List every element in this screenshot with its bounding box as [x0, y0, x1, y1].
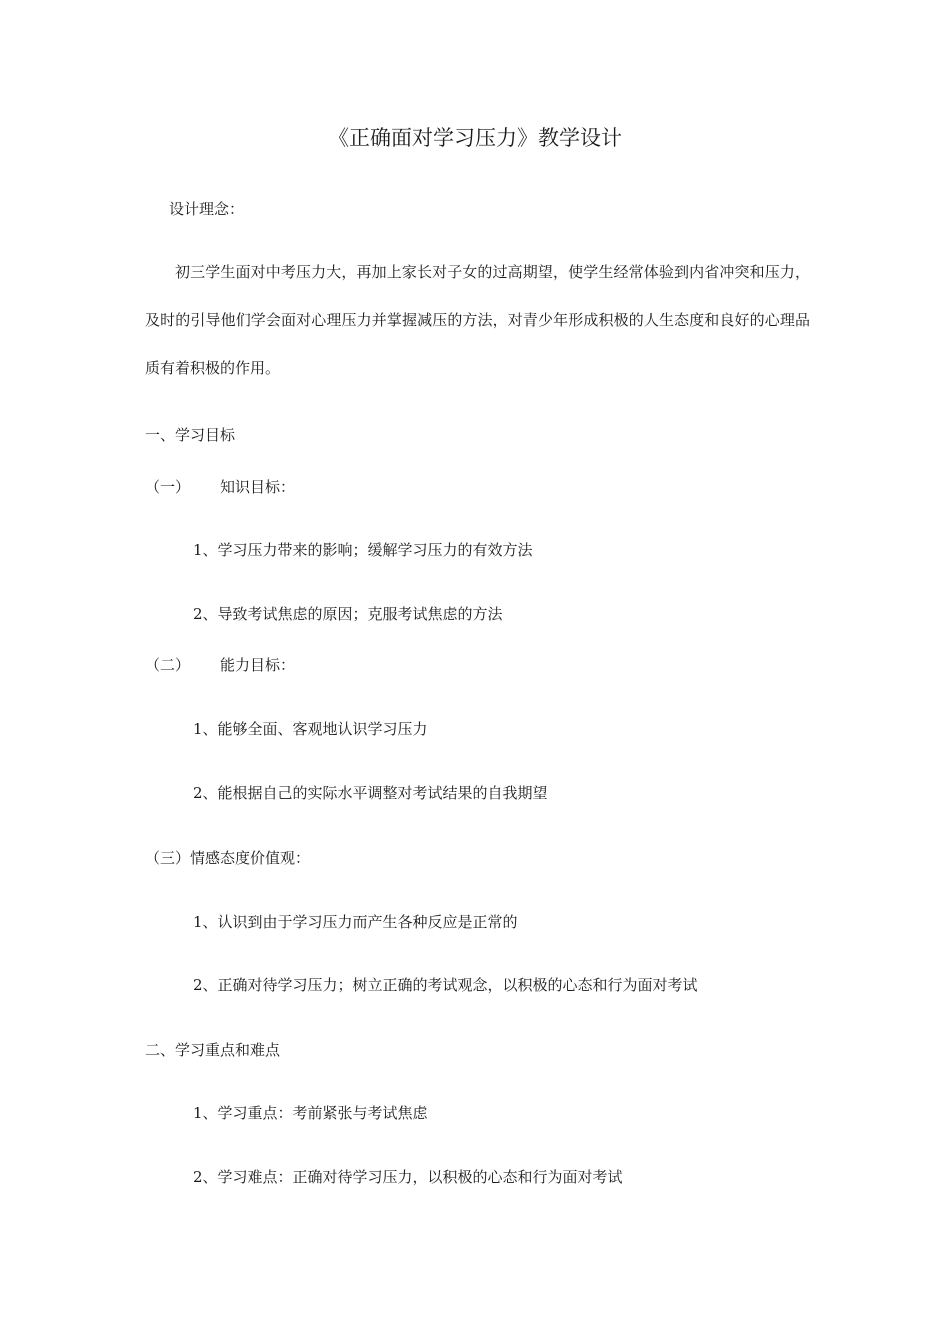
- ability-goal-label: 能力目标：: [220, 656, 296, 674]
- document-title: 《正确面对学习压力》教学设计: [328, 126, 622, 150]
- section2-heading: 二、学习重点和难点: [145, 1041, 281, 1059]
- emotion-goal-heading: （三）情感态度价值观：: [145, 849, 311, 867]
- concept-heading: 设计理念：: [169, 200, 245, 218]
- knowledge-goal-item-1: 1、学习压力带来的影响；缓解学习压力的有效方法: [193, 541, 533, 559]
- ability-goal-item-2: 2、能根据自己的实际水平调整对考试结果的自我期望: [193, 784, 548, 802]
- difficulty-item: 2、学习难点：正确对待学习压力，以积极的心态和行为面对考试: [193, 1168, 623, 1186]
- ability-goal-marker: （二）: [145, 656, 191, 674]
- section1-heading: 一、学习目标: [145, 426, 236, 444]
- concept-paragraph: 初三学生面对中考压力大，再加上家长对子女的过高期望，使学生经常体验到内省冲突和压力，及时的引导他们学会面对心理压力并掌握减压的方法，对青少年形成积极的人生态度和良好的心理品质有着积极的作用。: [145, 263, 810, 377]
- knowledge-goal-label: 知识目标：: [220, 478, 296, 496]
- knowledge-goal-marker: （一）: [145, 478, 191, 496]
- emotion-goal-item-2: 2、正确对待学习压力；树立正确的考试观念，以积极的心态和行为面对考试: [193, 976, 698, 994]
- emotion-goal-item-1: 1、认识到由于学习压力而产生各种反应是正常的: [193, 913, 518, 931]
- ability-goal-item-1: 1、能够全面、客观地认识学习压力: [193, 720, 428, 738]
- knowledge-goal-item-2: 2、导致考试焦虑的原因；克服考试焦虑的方法: [193, 605, 503, 623]
- key-point-item: 1、学习重点：考前紧张与考试焦虑: [193, 1104, 428, 1122]
